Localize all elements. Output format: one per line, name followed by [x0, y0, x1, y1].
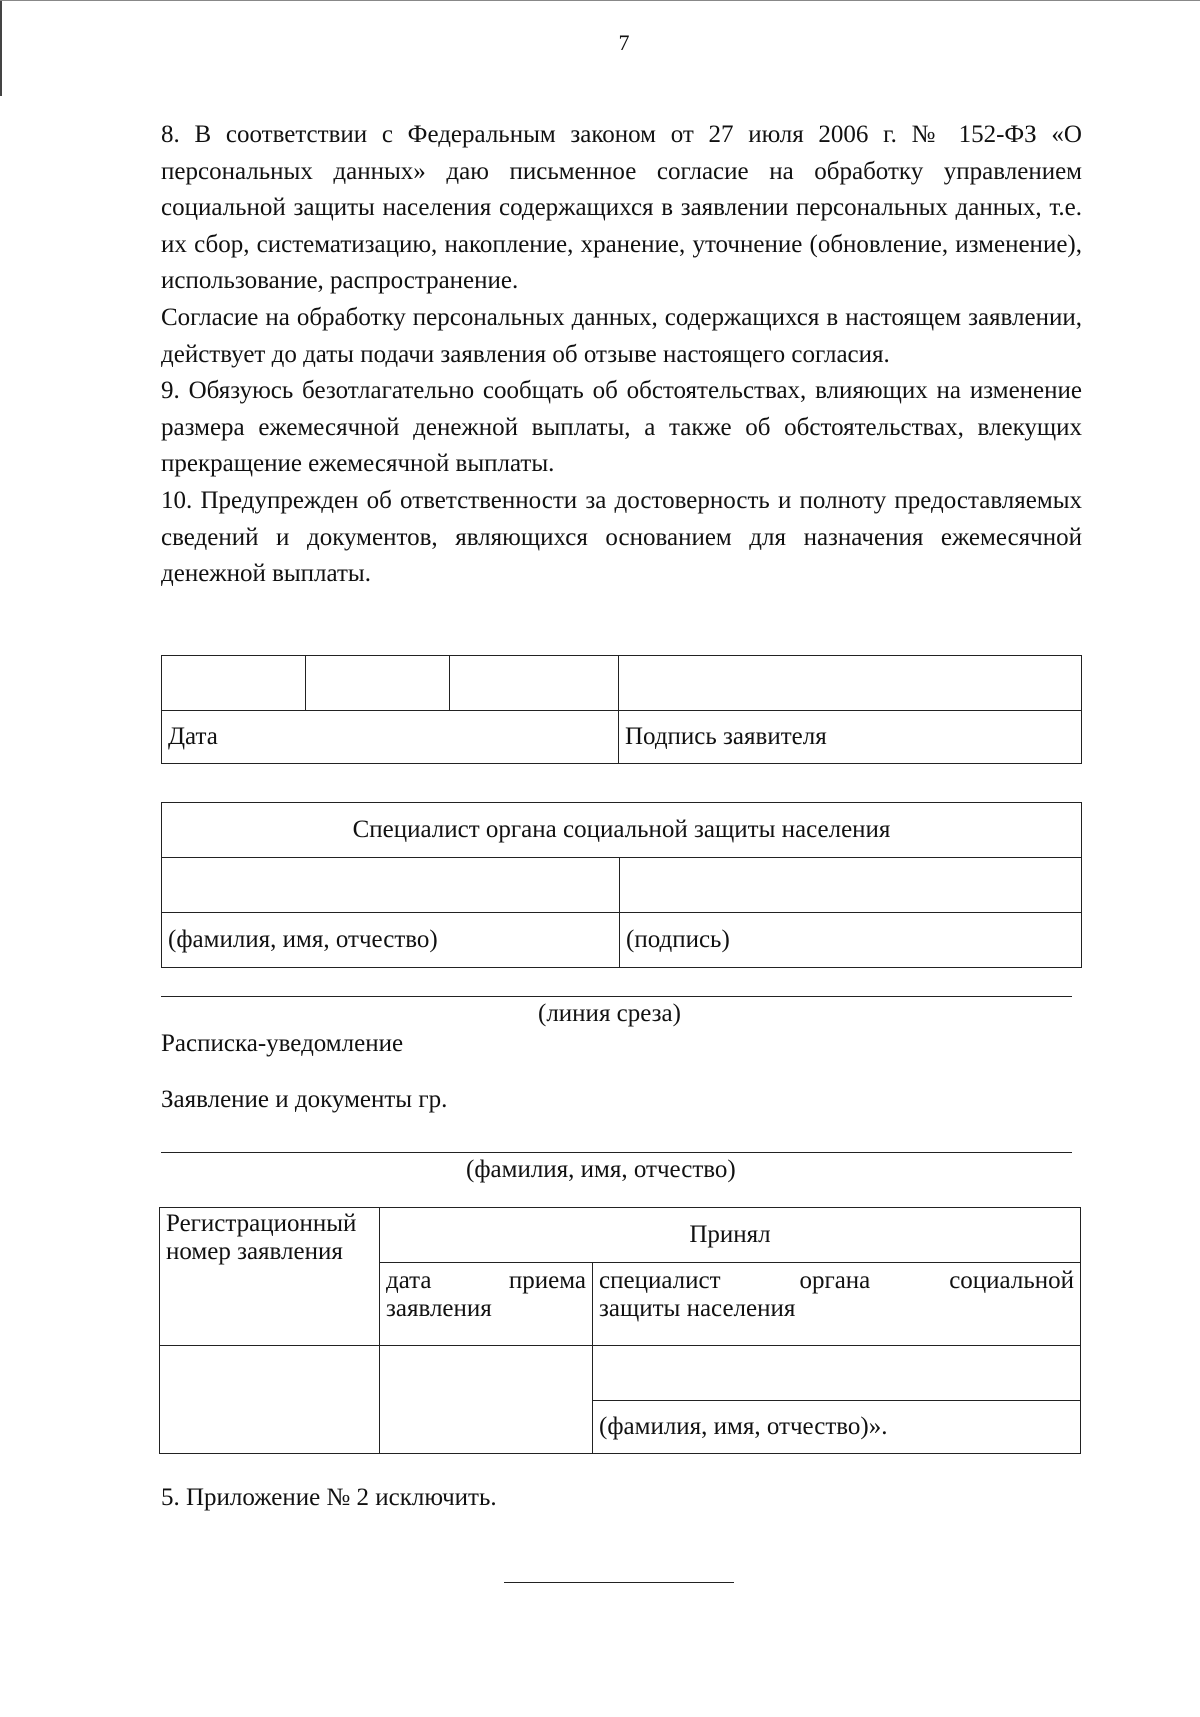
paragraph-8: 8. В соответствии с Федеральным законом от 27 июля 2006 г. № 152-ФЗ «О персональных данных» даю письменное согласие на обработку управлением социальной защиты населения содержащихся в заявлении персональных данных, т.е. их сбор, систематизацию, накопление, хранение, уточнение (обновление, изменение), использование, распространение. [161, 121, 1082, 295]
applicant-name-line [161, 1152, 1072, 1153]
date-year-cell [450, 656, 619, 711]
specialist-header-cell [593, 1263, 1081, 1346]
signature-label: Подпись заявителя [619, 711, 1082, 764]
specialist-header: Специалист органа социальной защиты населения [162, 803, 1082, 858]
closing-text: 5. Приложение № 2 исключить. [161, 1484, 497, 1511]
body-text [161, 117, 1082, 593]
reg-number-value-cell [160, 1346, 380, 1454]
paragraph-9: 9. Обязуюсь безотлагательно сообщать об обстоятельствах, влияющих на изменение размера ежемесячной денежной выплаты, а также об обстоятельствах, влекущих прекращение ежемесячной выплаты. [161, 377, 1082, 478]
signature-cell [619, 656, 1082, 711]
specialist-header-line1: специалист органа социальной [599, 1267, 1074, 1294]
left-edge-mark [0, 0, 2, 96]
applicant-name-caption: (фамилия, имя, отчество) [466, 1156, 736, 1183]
receipt-title: Расписка-уведомление [161, 1030, 404, 1057]
cut-line-caption: (линия среза) [538, 1000, 681, 1027]
date-received-header [380, 1263, 593, 1346]
end-line [504, 1582, 734, 1583]
specialist-signature-label: (подпись) [620, 913, 1082, 968]
paragraph-10: 10. Предупрежден об ответственности за достоверность и полноту предоставляемых сведений и документов, являющихся основанием для назначения ежемесячной денежной выплаты. [161, 486, 1082, 588]
specialist-name-cell [162, 858, 620, 913]
registration-table [159, 1207, 1081, 1454]
date-label: Дата [162, 711, 619, 764]
specialist-name-label: (фамилия, имя, отчество) [162, 913, 620, 968]
date-received-value-cell [380, 1346, 593, 1454]
date-month-cell [306, 656, 450, 711]
page-number: 7 [618, 30, 630, 55]
specialist-value-cell [593, 1346, 1081, 1401]
specialist-name-caption: (фамилия, имя, отчество)». [593, 1401, 1081, 1454]
specialist-table [161, 802, 1082, 968]
specialist-header-line2: защиты населения [599, 1295, 796, 1322]
receipt-documents-text: Заявление и документы гр. [161, 1086, 448, 1113]
date-received-line2: заявления [386, 1295, 492, 1322]
paragraph-8-consent: Согласие на обработку персональных данных, содержащихся в настоящем заявлении, действует до даты подачи заявления об отзыве настоящего согласия. [161, 303, 1082, 368]
accepted-header: Принял [380, 1208, 1081, 1263]
date-received-line1: дата приема [386, 1267, 586, 1294]
date-day-cell [162, 656, 306, 711]
cut-line [161, 996, 1072, 997]
top-edge-mark [0, 0, 1200, 1]
signature-table [161, 655, 1082, 764]
reg-number-header: Регистрационный номер заявления [160, 1208, 380, 1346]
specialist-signature-cell [620, 858, 1082, 913]
